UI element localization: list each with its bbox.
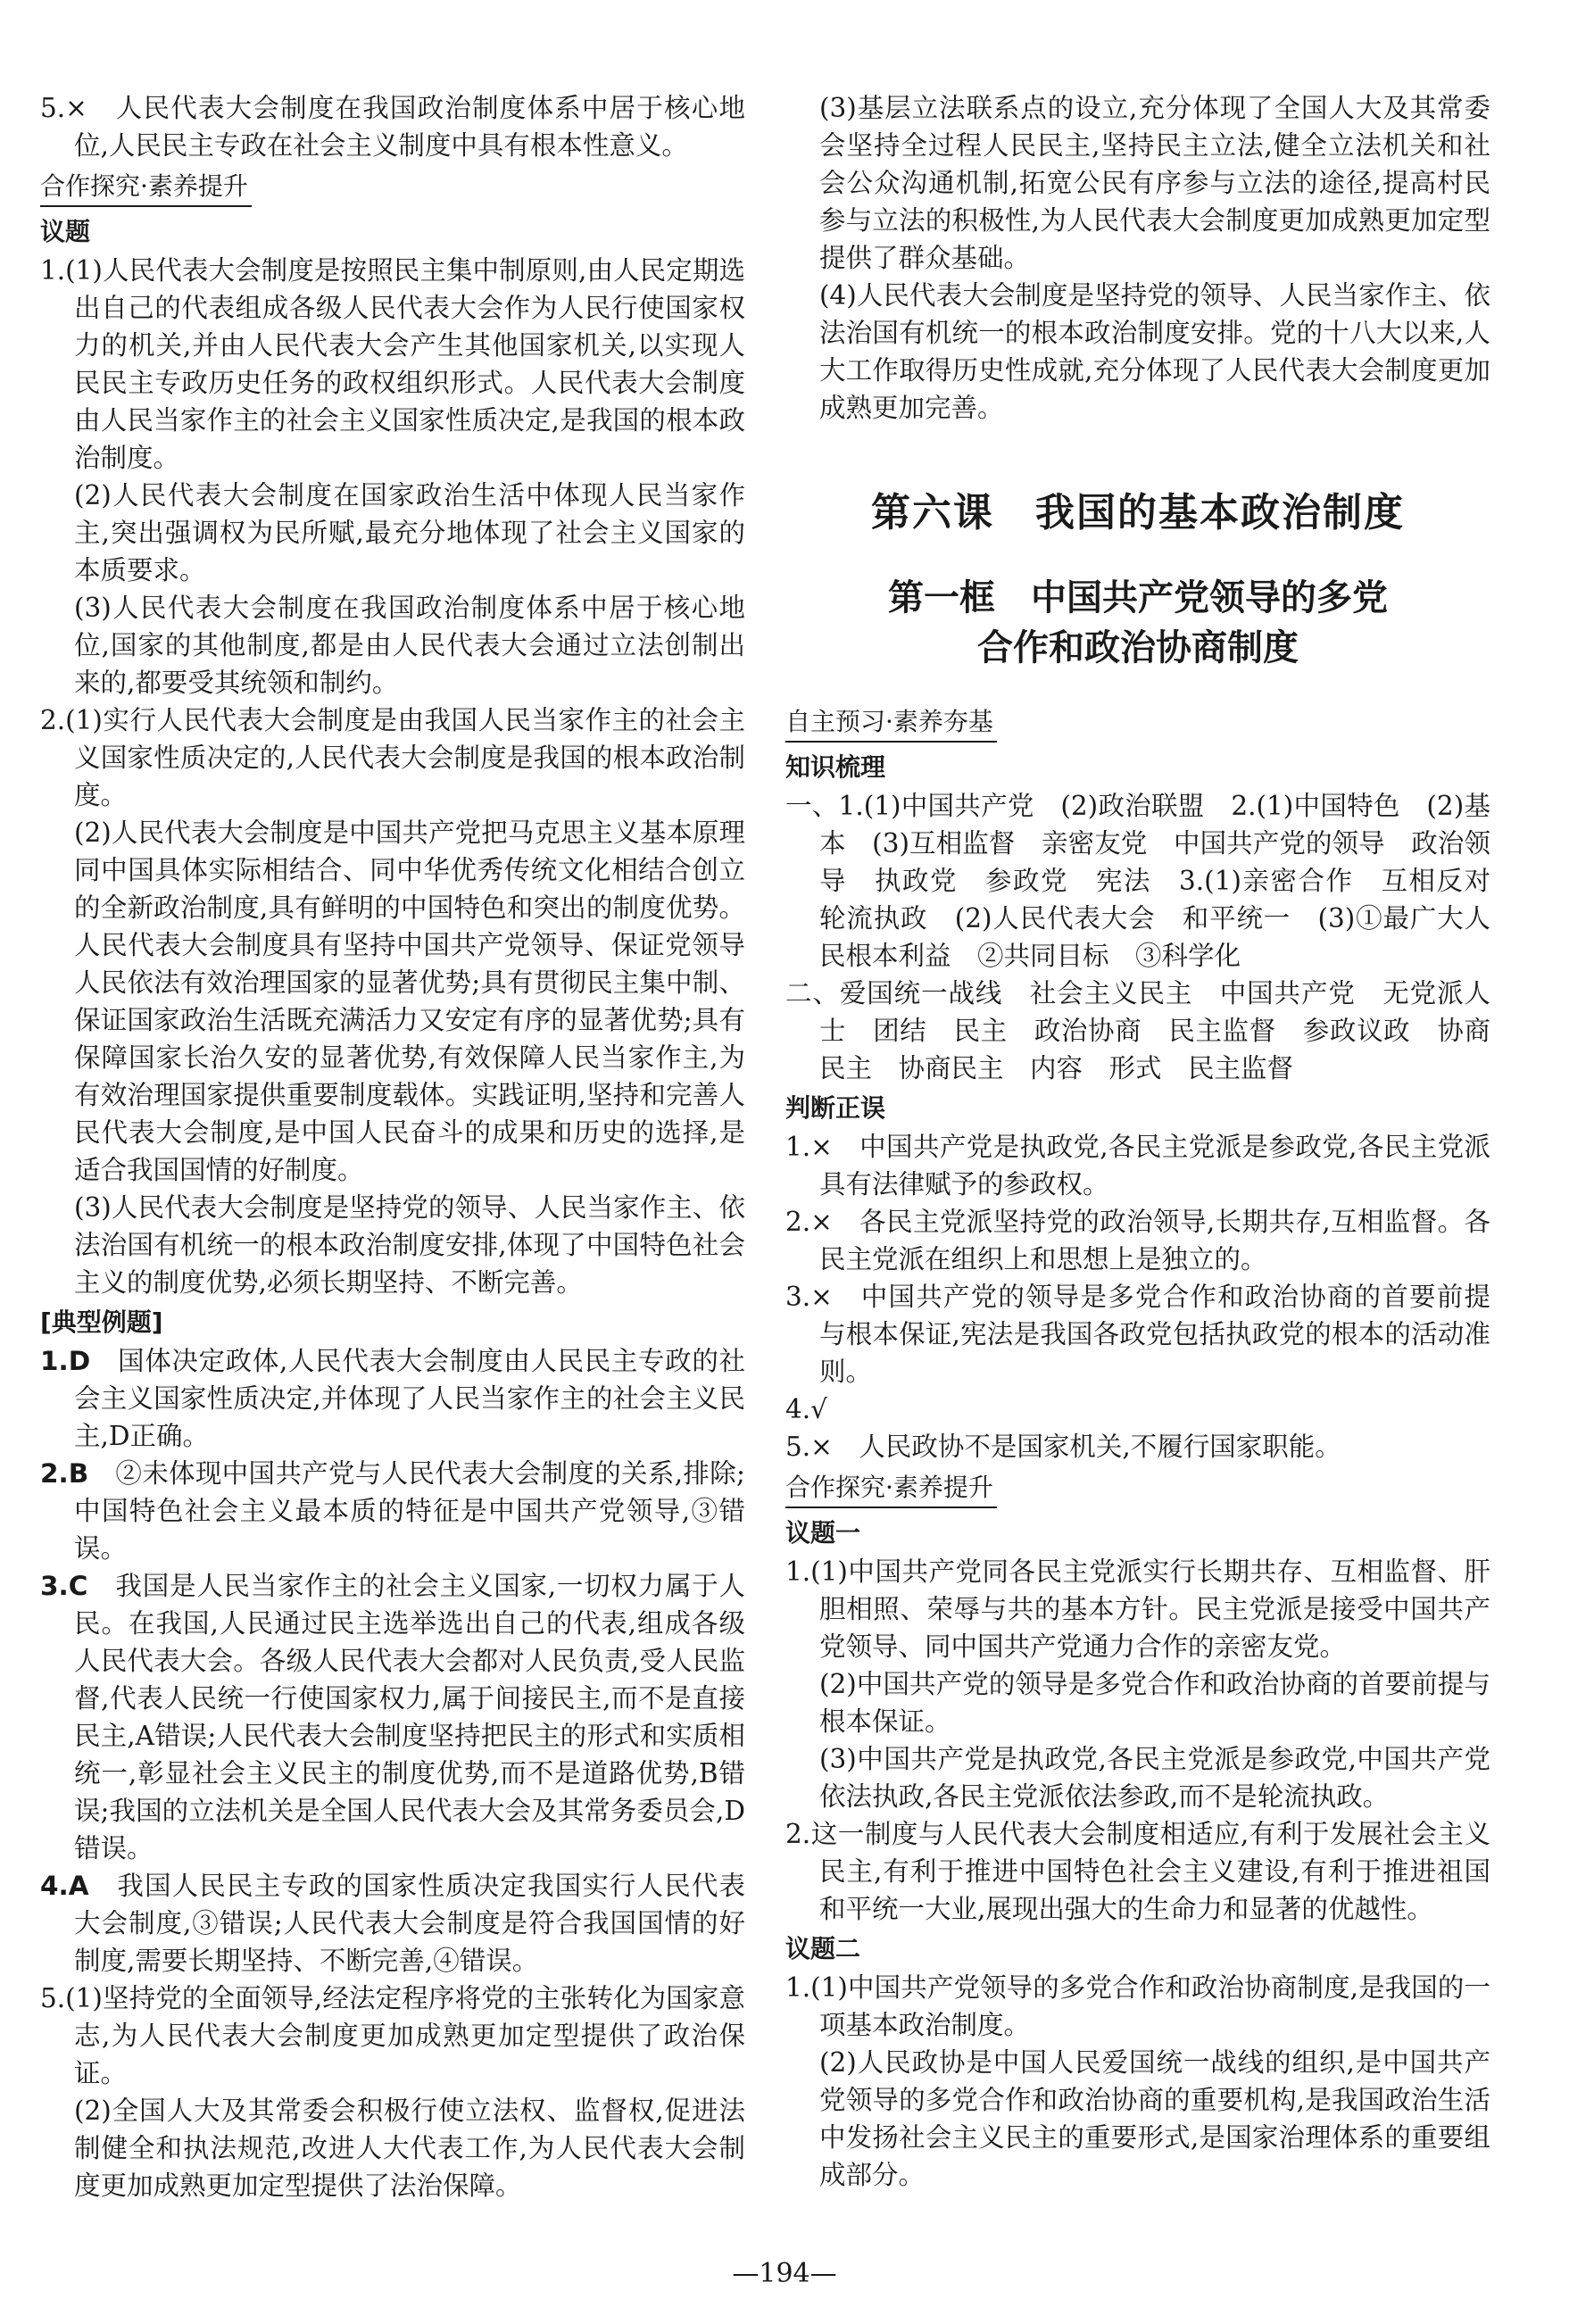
answer-text: 我国是人民当家作主的社会主义国家,一切权力属于人民。在我国,人民通过民主选举选出自己的代表,组成各级人民代表大会。各级人民代表大会都对人民负责,受人民监督,代表人民统一行使国家权力,属于间接民主,而不是直接民主,A错误;人民代表大会制度坚持把民主的形式和实质相统一,彰显社会主义民主的制度优势,而不是道路优势,B错误;我国的立法机关是全国人民代表大会及其常务委员会,D错误。 [74,1571,745,1863]
judgment-item-4: 4.√ [785,1394,827,1424]
topic-one-answer-1-1: 1.(1)中国共产党同各民主党派实行长期共存、互相监督、肝胆相照、荣辱与共的基本方针。民主党派是接受中国共产党领导、同中国共产党通力合作的亲密友党。 [785,1556,1490,1662]
topic-answer-2-2: (2)人民代表大会制度是中国共产党把马克思主义基本原理同中国具体实际相结合、同中华优秀传统文化相结合创立的全新政治制度,具有鲜明的中国特色和突出的制度优势。人民代表大会制度具有坚持中国共产党领导、保证党领导人民依法有效治理国家的显著优势;具有贯彻民主集中制、保证国家政治生活既充满活力又安定有序的显著优势;具有保障国家长治久安的显著优势,有效保障人民当家作主,为有效治理国家提供重要制度载体。实践证明,坚持和完善人民代表大会制度,是中国人民奋斗的成果和历史的选择,是适合我国国情的好制度。 [74,818,745,1185]
true-false-heading: 判断正误 [785,1093,886,1123]
answer-text: 我国人民民主专政的国家性质决定我国实行人民代表大会制度,③错误;人民代表大会制度是符合我国国情的好制度,需要长期坚持、不断完善,④错误。 [74,1871,745,1976]
topic-one-answer-1-3: (3)中国共产党是执政党,各民主党派是参政党,中国共产党依法执政,各民主党派依法参政,而不是轮流执政。 [819,1744,1490,1812]
answer-text: 国体决定政体,人民代表大会制度由人民民主专政的社会主义国家性质决定,并体现了人民当家作主的社会主义民主,D正确。 [74,1346,745,1451]
frame-title-line-1: 第一框 中国共产党领导的多党 [888,577,1388,618]
topic-two-answer-1-2: (2)人民政协是中国人民爱国统一战线的组织,是中国共产党领导的多党合作和政治协商的重要机构,是我国政治生活中发扬社会主义民主的重要形式,是国家治理体系的重要组成部分。 [819,2047,1490,2190]
typical-examples-heading: [典型例题] [40,1307,163,1337]
example-answer-5-1: 5.(1)坚持党的全面领导,经法定程序将党的主张转化为国家意志,为人民代表大会制度更加成熟更加定型提供了政治保证。 [40,1983,745,2088]
topic-one-answer-2: 2.这一制度与人民代表大会制度相适应,有利于发展社会主义民主,有利于推进中国特色社会主义建设,有利于推进祖国和平统一大业,展现出强大的生命力和显著的优越性。 [785,1819,1490,1924]
answer-key: 4.A [40,1871,89,1901]
knowledge-item-2: 二、爱国统一战线 社会主义民主 中国共产党 无党派人士 团结 民主 政治协商 民主监督 参政议政 协商民主 协商民主 内容 形式 民主监督 [785,978,1490,1083]
right-column [785,89,1517,2194]
topic-heading: 议题 [40,217,91,246]
section-header-cooperative-inquiry: 合作探究·素养提升 [40,170,252,207]
judgment-item-2: 2.× 各民主党派坚持党的政治领导,长期共存,互相监督。各民主党派在组织上和思想上是独立的。 [785,1207,1490,1274]
knowledge-item-1: 一、1.(1)中国共产党 (2)政治联盟 2.(1)中国特色 (2)基本 (3)互相监督 亲密友党 中国共产党的领导 政治领导 执政党 参政党 宪法 3.(1)亲密合作 互相反对 轮流执政 (2)人民代表大会 和平统一 (3)①最广大人民根本利益 ②共同目标 ③科学化 [785,791,1517,971]
answer-text: ②未体现中国共产党与人民代表大会制度的关系,排除;中国特色社会主义最本质的特征是中国共产党领导,③错误。 [74,1458,745,1564]
frame-title [785,573,1490,673]
judgment-item-1: 1.× 中国共产党是执政党,各民主党派是参政党,各民主党派具有法律赋予的参政权。 [785,1132,1490,1199]
example-answer-1 [40,1342,745,1455]
left-column [40,89,745,2204]
example-answer-5-2: (2)全国人大及其常委会积极行使立法权、监督权,促进法制健全和执法规范,改进人大代表工作,为人民代表大会制度更加成熟更加定型提供了法治保障。 [74,2096,745,2201]
topic-two-answer-1-1: 1.(1)中国共产党领导的多党合作和政治协商制度,是我国的一项基本政治制度。 [785,1972,1490,2040]
knowledge-outline-heading: 知识梳理 [785,752,886,782]
example-answer-5-4: (4)人民代表大会制度是坚持党的领导、人民当家作主、依法治国有机统一的根本政治制度安排。党的十八大以来,人大工作取得历史性成就,充分体现了人民代表大会制度更加成熟更加完善。 [819,280,1490,423]
answer-key: 1.D [40,1346,91,1376]
topic-answer-2-3: (3)人民代表大会制度是坚持党的领导、人民当家作主、依法治国有机统一的根本政治制度安排,体现了中国特色社会主义的制度优势,必须长期坚持、不断完善。 [74,1192,745,1298]
topic-answer-1-3: (3)人民代表大会制度在我国政治制度体系中居于核心地位,国家的其他制度,都是由人民代表大会通过立法创制出来的,都要受其统领和制约。 [74,593,745,698]
topic-one-answer-1-2: (2)中国共产党的领导是多党合作和政治协商的首要前提与根本保证。 [819,1669,1490,1737]
example-answer-2 [40,1455,745,1567]
section-header-self-preview: 自主预习·素养夯基 [785,705,997,743]
frame-title-line-2: 合作和政治协商制度 [977,627,1299,668]
judgment-item-5: 5.× 人民代表大会制度在我国政治制度体系中居于核心地位,人民民主专政在社会主义制度中具有根本性意义。 [40,93,745,161]
page-number: —194— [732,2258,837,2289]
topic-two-heading: 议题二 [785,1934,861,1963]
topic-answer-1-1: 1.(1)人民代表大会制度是按照民主集中制原则,由人民定期选出自己的代表组成各级人民代表大会作为人民行使国家权力的机关,并由人民代表大会产生其他国家机关,以实现人民民主专政历史任务的政权组织形式。人民代表大会制度由人民当家作主的社会主义国家性质决定,是我国的根本政治制度。 [40,255,745,473]
section-header-cooperative-inquiry: 合作探究·素养提升 [785,1471,997,1508]
topic-one-heading: 议题一 [785,1518,861,1548]
topic-answer-2-1: 2.(1)实行人民代表大会制度是由我国人民当家作主的社会主义国家性质决定的,人民代表大会制度是我国的根本政治制度。 [40,705,745,810]
judgment-item-3: 3.× 中国共产党的领导是多党合作和政治协商的首要前提与根本保证,宪法是我国各政党包括执政党的根本的活动准则。 [785,1282,1490,1387]
example-answer-5-3: (3)基层立法联系点的设立,充分体现了全国人大及其常委会坚持全过程人民民主,坚持民主立法,健全立法机关和社会公众沟通机制,拓宽公民有序参与立法的途径,提高村民参与立法的积极性,为人民代表大会制度更加成熟更加定型提供了群众基础。 [819,93,1490,273]
topic-answer-1-2: (2)人民代表大会制度在国家政治生活中体现人民当家作主,突出强调权为民所赋,最充分地体现了社会主义国家的本质要求。 [74,480,745,585]
judgment-item-5: 5.× 人民政协不是国家机关,不履行国家职能。 [785,1432,1341,1462]
lesson-title: 第六课 我国的基本政治制度 [871,490,1405,535]
example-answer-4 [40,1867,745,1980]
example-answer-3 [40,1567,745,1867]
answer-key: 3.C [40,1571,88,1601]
answer-key: 2.B [40,1458,89,1489]
